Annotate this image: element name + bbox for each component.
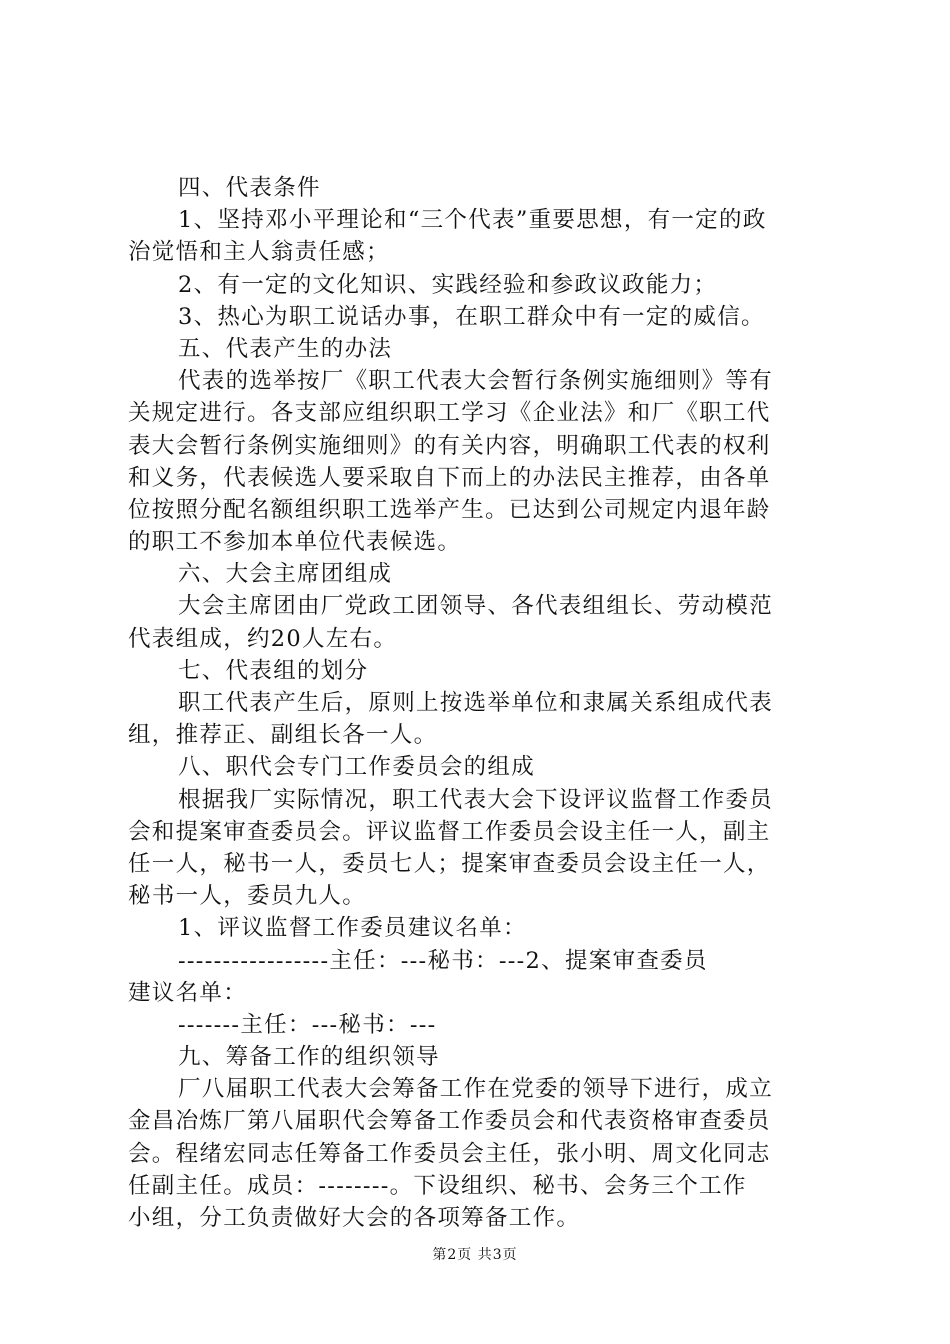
text-line: 任一人，秘书一人，委员七人；提案审查委员会设主任一人， [128,850,771,877]
text-line: 六、大会主席团组成 [178,561,393,588]
text-line: 治觉悟和主人翁责任感； [128,239,390,266]
text-line: 3、热心为职工说话办事，在职工群众中有一定的威信。 [178,303,765,330]
text-line: 和义务，代表候选人要采取自下而上的办法民主推荐，由各单 [128,464,771,491]
text-line: 的职工不参加本单位代表候选。 [128,529,462,556]
text-line: -------主任：---秘书：--- [178,1011,437,1038]
text-line: 七、代表组的划分 [178,657,369,684]
text-line: 五、代表产生的办法 [178,335,393,362]
text-line: 建议名单： [128,979,248,1006]
text-line: 1、坚持邓小平理论和“三个代表”重要思想，有一定的政 [178,207,767,234]
text-line: 职工代表产生后，原则上按选举单位和隶属关系组成代表 [178,690,774,716]
text-line: 任副主任。成员：--------。下设组织、秘书、会务三个工作 [128,1172,747,1199]
text-line: 会和提案审查委员会。评议监督工作委员会设主任一人，副主 [128,818,771,845]
text-line: 2、有一定的文化知识、实践经验和参政议政能力； [178,271,718,298]
text-line: 小组，分工负责做好大会的各项筹备工作。 [128,1205,581,1231]
text-line: 大会主席团由厂党政工团领导、各代表组组长、劳动模范 [178,593,774,620]
text-line: 四、代表条件 [178,175,321,201]
text-line: 1、评议监督工作委员建议名单： [178,915,527,942]
text-line: 会。程绪宏同志任筹备工作委员会主任，张小明、周文化同志 [128,1140,771,1167]
text-line: 八、职代会专门工作委员会的组成 [178,754,536,781]
text-line: 厂八届职工代表大会筹备工作在党委的领导下进行，成立 [178,1076,774,1103]
text-line: 代表组成，约20人左右。 [128,625,398,652]
text-line: 根据我厂实际情况，职工代表大会下设评议监督工作委员 [178,786,774,813]
text-line: 代表的选举按厂《职工代表大会暂行条例实施细则》等有 [178,368,774,395]
page-footer [0,1245,950,1265]
text-line: 九、筹备工作的组织领导 [178,1044,440,1071]
text-line: -----------------主任：---秘书：---2、提案审查委员 [178,947,708,974]
page-number-label: 第2页 共3页 [432,1247,518,1263]
text-line: 表大会暂行条例实施细则》的有关内容，明确职工代表的权利 [128,432,771,459]
text-line: 位按照分配名额组织职工选举产生。已达到公司规定内退年龄 [128,496,771,523]
text-line: 关规定进行。各支部应组织职工学习《企业法》和厂《职工代 [128,400,771,427]
text-line: 组，推荐正、副组长各一人。 [128,722,438,749]
text-line: 秘书一人，委员九人。 [128,883,367,910]
text-line: 金昌冶炼厂第八届职代会筹备工作委员会和代表资格审查委员 [128,1108,771,1135]
document-body [128,172,834,1234]
